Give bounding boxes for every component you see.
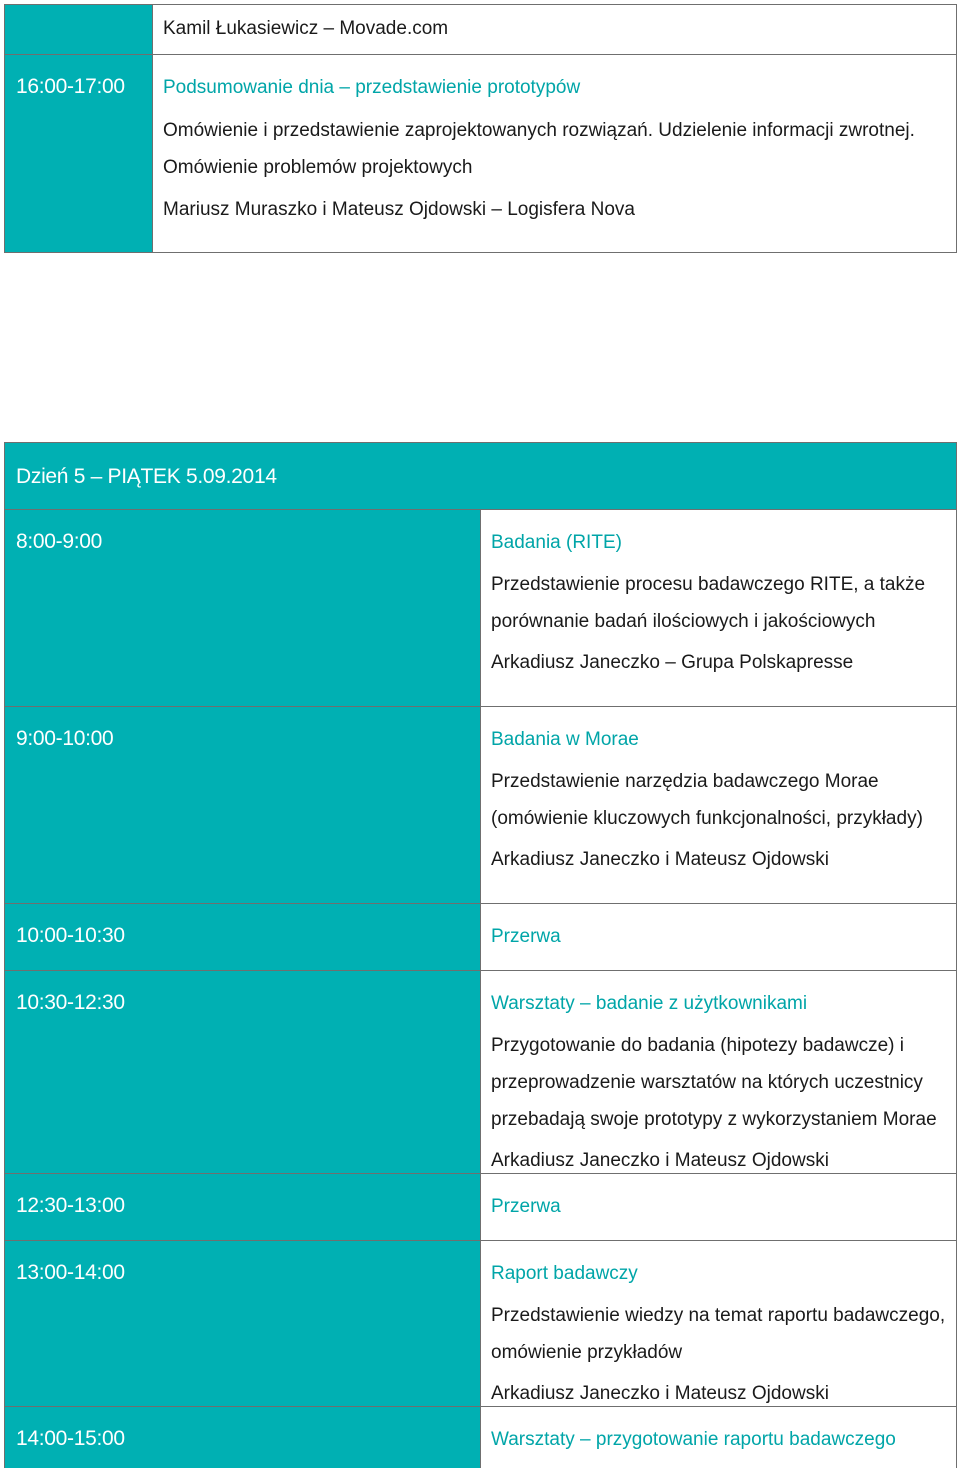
session-title: Podsumowanie dnia – przedstawienie prototypów [163,77,581,98]
speaker: Arkadiusz Janeczko i Mateusz Ojdowski [491,849,829,870]
schedule-table-day5 [4,442,957,1468]
content-cell [481,1241,957,1407]
table-row [5,510,957,707]
speaker: Arkadiusz Janeczko i Mateusz Ojdowski [491,1150,829,1171]
table-row [5,1241,957,1407]
speaker: Arkadiusz Janeczko – Grupa Polskapresse [491,652,854,673]
session-description: Przedstawienie procesu badawczego RITE, a także porównanie badań ilościowych i jakościowych [491,574,926,632]
session-title: Przerwa [491,1196,561,1217]
table-row [5,1407,957,1468]
time-cell: 10:00-10:30 [5,904,481,971]
time-cell: 9:00-10:00 [5,707,481,904]
content-cell [481,904,957,971]
session-description: Przedstawienie narzędzia badawczego Morae (omówienie kluczowych funkcjonalności, przykłady) [491,771,923,829]
content-cell [481,510,957,707]
session-title: Warsztaty – przygotowanie raportu badawczego [491,1429,896,1450]
session-description: Omówienie i przedstawienie zaprojektowanych rozwiązań. Udzielenie informacji zwrotnej. Omówienie problemów projektowych [163,120,915,178]
time-cell: 12:30-13:00 [5,1174,481,1241]
session-description: Przygotowanie do badania (hipotezy badawcze) i przeprowadzenie warsztatów na których uczestnicy przebadają swoje prototypy z wykorzystaniem Morae [491,1035,937,1130]
table-row [5,971,957,1174]
session-title: Badania (RITE) [491,532,622,553]
time-cell: 13:00-14:00 [5,1241,481,1407]
time-cell: 10:30-12:30 [5,971,481,1174]
time-cell [5,5,153,55]
table-row [5,904,957,971]
speaker: Arkadiusz Janeczko i Mateusz Ojdowski [491,1383,829,1404]
day-header: Dzień 5 – PIĄTEK 5.09.2014 [5,443,957,510]
session-description: Przedstawienie wiedzy na temat raportu badawczego, omówienie przykładów [491,1305,946,1363]
table-row [5,1174,957,1241]
content-cell [481,707,957,904]
session-title: Warsztaty – badanie z użytkownikami [491,993,808,1014]
session-title: Raport badawczy [491,1263,638,1284]
content-cell [153,5,957,55]
speaker: Mariusz Muraszko i Mateusz Ojdowski – Logisfera Nova [163,199,636,220]
speaker: Kamil Łukasiewicz – Movade.com [163,18,449,39]
time-cell: 8:00-9:00 [5,510,481,707]
day-header-row [5,443,957,510]
content-cell [481,971,957,1174]
table-row [5,5,957,55]
content-cell [481,1174,957,1241]
table-row [5,55,957,253]
schedule-table-day4 [4,4,957,253]
session-title: Przerwa [491,926,561,947]
time-cell: 14:00-15:00 [5,1407,481,1468]
session-title: Badania w Morae [491,729,639,750]
table-row [5,707,957,904]
content-cell [481,1407,957,1468]
content-cell [153,55,957,253]
time-cell: 16:00-17:00 [5,55,153,253]
